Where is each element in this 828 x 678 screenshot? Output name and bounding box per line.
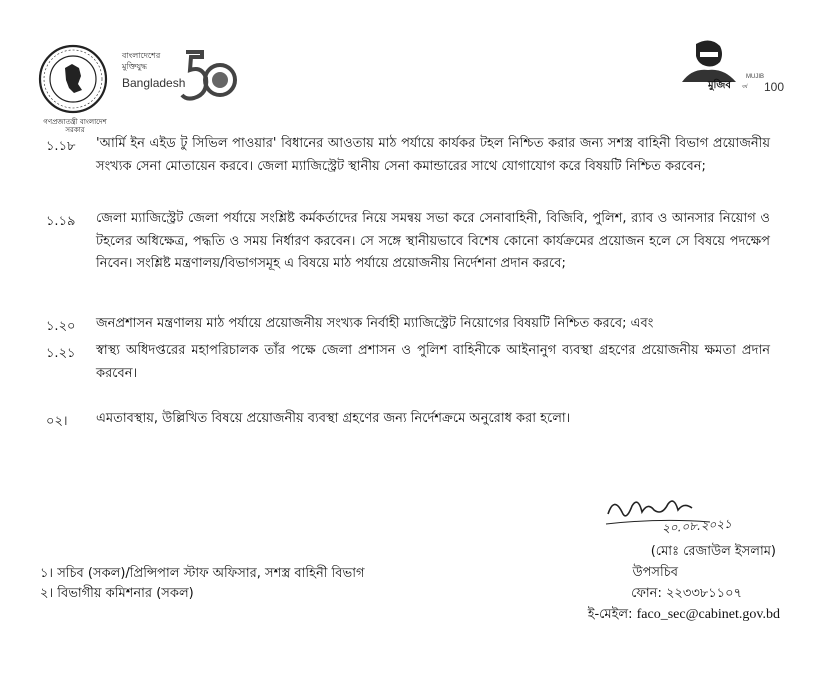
clause-number: ১.২০ <box>46 319 76 334</box>
fifty-emblem-icon <box>180 48 238 108</box>
seal-caption-bottom <box>40 124 110 136</box>
phone-value: ২২৩৩৮১১০৭ <box>665 586 742 601</box>
clause-text: 'আর্মি ইন এইড টু সিভিল পাওয়ার' বিধানের আওতায় মাঠ পর্যায়ে কার্যকর টহল নিশ্চিত করার জন্য সশস্ত্র বাহিনী বিভাগ প্রয়োজনীয় সংখ্যক সেনা মোতায়েন করবে। জেলা ম্যাজিস্ট্রেট স্থানীয় সেনা কমান্ডারের সাথে যোগাযোগ করে বিষয়টি নিশ্চিত করবেন; <box>96 136 770 174</box>
closing-text: এমতাবস্থায়, উল্লিখিত বিষয়ে প্রয়োজনীয় ব্যবস্থা গ্রহণের জন্য নির্দেশক্রমে অনুরোধ করা হলো। <box>96 411 571 426</box>
distribution-item: ১। সচিব (সকল)/প্রিন্সিপাল স্টাফ অফিসার, সশস্ত্র বাহিনী বিভাগ <box>40 566 365 581</box>
mujib-latin: MUJIB <box>746 74 764 80</box>
closing-number: ০২। <box>46 414 68 429</box>
signatory-phone <box>631 584 742 605</box>
seal-top-text: গণপ্রজাতন্ত্রী বাংলাদেশ <box>43 118 107 126</box>
b50-line1: বাংলাদেশের <box>122 51 161 60</box>
signatory-name: (মোঃ রেজাউল ইসলাম) <box>650 544 776 559</box>
clause-text: জেলা ম্যাজিস্ট্রেট জেলা পর্যায়ে সংশ্লিষ্ট কর্মকর্তাদের নিয়ে সমন্বয় সভা করে সেনাবাহিনী, বিজিবি, পুলিশ, র‍্যাব ও আনসার নিয়োগ ও টহলের অধিক্ষেত্র, পদ্ধতি ও সময় নির্ধারণ করবেন। সে সঙ্গে স্থানীয়ভাবে বিশেষ কোনো কার্যক্রমের প্রয়োজন হলে সে বিষয়ে পদক্ষেপ নিবেন। সংশ্লিষ্ট মন্ত্রণালয়/বিভাগসমূহ এ বিষয়ে মাঠ পর্যায়ে প্রয়োজনীয় নির্দেশনা প্রদান করবে; <box>96 211 770 271</box>
portrait-icon <box>678 38 742 82</box>
clause-number: ১.১৮ <box>46 139 76 154</box>
signatory-designation: উপসচিব <box>632 565 678 580</box>
clause-number: ১.১৯ <box>46 214 76 229</box>
phone-label: ফোন: <box>631 586 662 601</box>
government-seal-logo <box>38 44 108 114</box>
handwritten-signature <box>600 488 790 544</box>
mujib-100: 100 <box>764 80 785 94</box>
clause-text: স্বাস্থ্য অধিদপ্তরের মহাপরিচালক তাঁর পক্ষে জেলা প্রশাসন ও পুলিশ বাহিনীকে আইনানুগ ব্যবস্থা গ্রহণের প্রয়োজনীয় ক্ষমতা প্রদান করবেন। <box>96 343 770 381</box>
mujib-text: মুজিব <box>708 80 731 91</box>
b50-line2: মুক্তিযুদ্ধ <box>122 62 147 71</box>
signatory-email <box>588 605 780 626</box>
email-label: ই-মেইল: <box>587 607 633 622</box>
email-value[interactable]: faco_sec@cabinet.gov.bd <box>636 607 780 622</box>
bangladesh-50-logo <box>118 46 240 110</box>
mujib-borsho: বর্ষ <box>742 84 748 90</box>
government-seal-icon <box>38 44 108 114</box>
clause-number: ১.২১ <box>46 346 76 361</box>
mujib-borsho-logo <box>678 38 786 100</box>
clause-text: জনপ্রশাসন মন্ত্রণালয় মাঠ পর্যায়ে প্রয়োজনীয় সংখ্যক নির্বাহী ম্যাজিস্ট্রেট নিয়োগের বিষয়টি নিশ্চিত করবে; এবং <box>96 316 654 331</box>
seal-bottom-text: সরকার <box>65 126 85 134</box>
b50-word: Bangladesh <box>122 76 186 90</box>
handwritten-date: ২০.০৮.২০২১ <box>661 516 733 536</box>
distribution-item: ২। বিভাগীয় কমিশনার (সকল) <box>40 586 194 601</box>
